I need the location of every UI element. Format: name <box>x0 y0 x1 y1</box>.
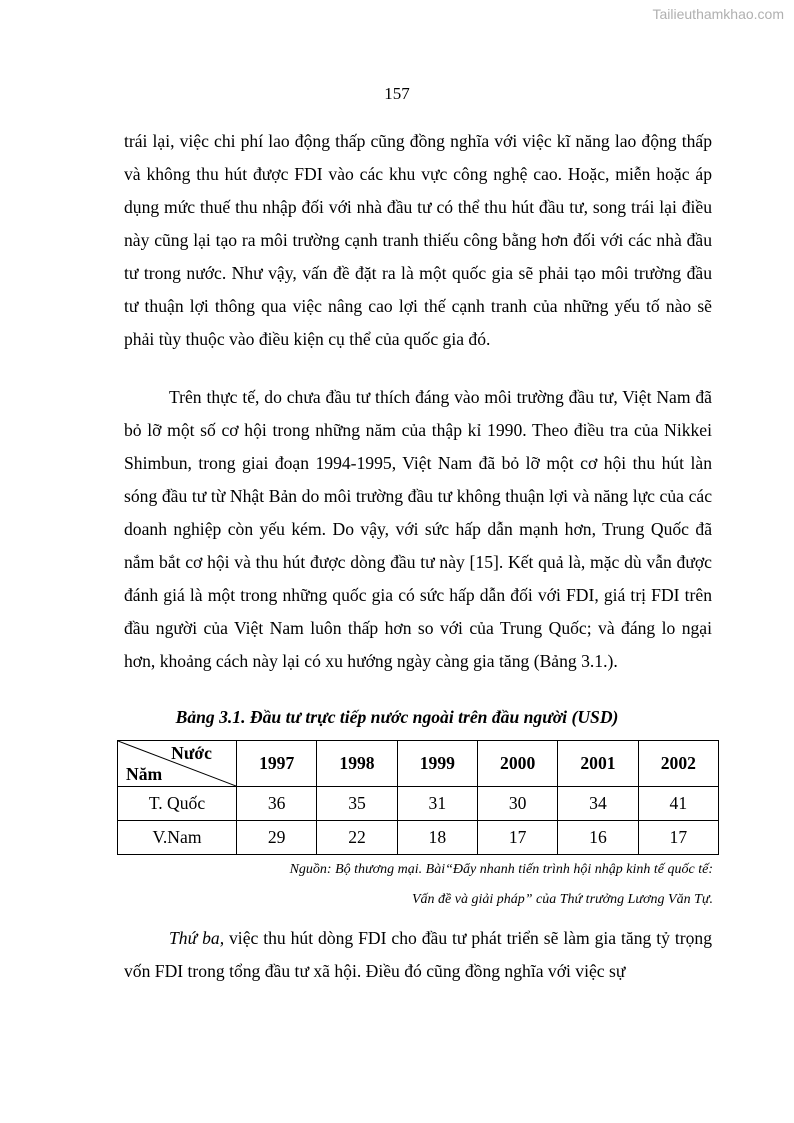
row-label: T. Quốc <box>118 787 237 821</box>
year-header: 2001 <box>558 741 638 787</box>
table-cell: 41 <box>638 787 718 821</box>
table-header-row <box>118 741 719 787</box>
table-row <box>118 821 719 855</box>
table-cell: 30 <box>477 787 557 821</box>
table-cell: 36 <box>237 787 317 821</box>
year-header: 1999 <box>397 741 477 787</box>
paragraph-text <box>124 922 712 988</box>
page-number: 157 <box>384 84 410 103</box>
year-header: 1997 <box>237 741 317 787</box>
body-paragraph-2 <box>124 381 712 678</box>
year-header: 2000 <box>477 741 557 787</box>
table-cell: 16 <box>558 821 638 855</box>
table-title <box>0 707 794 728</box>
paragraph-text: trái lại, việc chi phí lao động thấp cũng đồng nghĩa với việc kĩ năng lao động thấp và không thu hút được FDI vào các khu vực công nghệ cao. Hoặc, miễn hoặc áp dụng mức thuế thu nhập đối với nhà đầu tư có thể thu hút đầu tư, song trái lại điều này cũng lại tạo ra môi trường cạnh tranh thiếu công bằng hơn đối với các nhà đầu tư trong nước. Như vậy, vấn đề đặt ra là một quốc gia sẽ phải tạo môi trường đầu tư thuận lợi thông qua việc nâng cao lợi thế cạnh tranh của những yếu tố nào sẽ phải tùy thuộc vào điều kiện cụ thể của quốc gia đó. <box>124 131 712 349</box>
table-cell: 18 <box>397 821 477 855</box>
table-title-prefix: Bảng 3.1 <box>175 707 242 727</box>
watermark: Tailieuthamkhao.com <box>652 6 784 22</box>
table-cell: 34 <box>558 787 638 821</box>
table-cell: 17 <box>477 821 557 855</box>
source-line-2: Vấn đề và giải pháp” của Thứ trưởng Lương Văn Tự. <box>412 892 713 907</box>
fdi-per-capita-table <box>117 740 719 855</box>
source-line-1: Nguồn: Bộ thương mại. Bài“Đẩy nhanh tiến trình hội nhập kinh tế quốc tế: <box>289 862 713 877</box>
body-paragraph-1 <box>124 125 712 356</box>
year-header: 1998 <box>317 741 397 787</box>
table-cell: 22 <box>317 821 397 855</box>
table-source-note <box>220 855 713 915</box>
table-cell: 31 <box>397 787 477 821</box>
table-corner-cell <box>118 741 237 787</box>
table-row <box>118 787 719 821</box>
table-cell: 35 <box>317 787 397 821</box>
body-paragraph-3 <box>124 922 712 988</box>
paragraph-lead: Thứ ba, <box>169 928 225 948</box>
table-title-text: . Đầu tư trực tiếp nước ngoài trên đầu người (USD) <box>241 707 619 727</box>
corner-label-year: Năm <box>126 764 163 784</box>
corner-label-country: Nước <box>171 743 212 763</box>
table-cell: 29 <box>237 821 317 855</box>
table-cell: 17 <box>638 821 718 855</box>
paragraph-rest: việc thu hút dòng FDI cho đầu tư phát triển sẽ làm gia tăng tỷ trọng vốn FDI trong tổng đầu tư xã hội. Điều đó cũng đồng nghĩa với việc sự <box>124 928 712 981</box>
row-label: V.Nam <box>118 821 237 855</box>
year-header: 2002 <box>638 741 718 787</box>
paragraph-text: Trên thực tế, do chưa đầu tư thích đáng vào môi trường đầu tư, Việt Nam đã bỏ lỡ một số cơ hội trong những năm của thập kỉ 1990. Theo điều tra của Nikkei Shimbun, trong giai đoạn 1994-1995, Việt Nam đã bỏ lỡ một cơ hội thu hút làn sóng đầu tư từ Nhật Bản do môi trường đầu tư không thuận lợi và năng lực của các doanh nghiệp còn yếu kém. Do vậy, với sức hấp dẫn mạnh hơn, Trung Quốc đã nắm bắt cơ hội và thu hút được dòng đầu tư này [15]. Kết quả là, mặc dù vẫn được đánh giá là một trong những quốc gia có sức hấp dẫn đối với FDI, giá trị FDI trên đầu người của Việt Nam luôn thấp hơn so với của Trung Quốc; và đáng lo ngại hơn, khoảng cách này lại có xu hướng ngày càng gia tăng (Bảng 3.1.). <box>124 387 712 671</box>
